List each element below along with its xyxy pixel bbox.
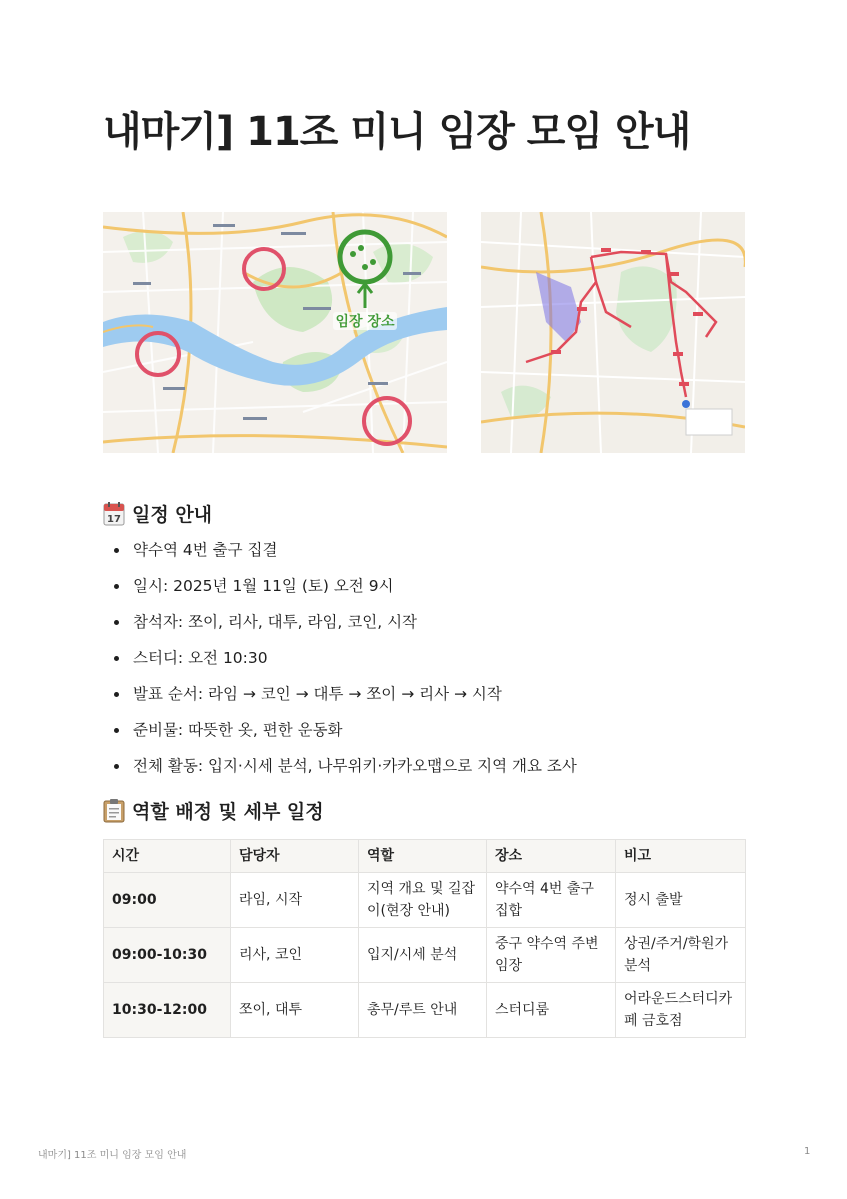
column-header: 담당자 xyxy=(231,840,359,873)
list-item: 전체 활동: 입지·시세 분석, 나무위키·카카오맵으로 지역 개요 조사 xyxy=(110,752,577,788)
table-row xyxy=(104,873,746,928)
page-title: 내마기] 11조 미니 임장 모임 안내 xyxy=(103,109,691,155)
clipboard-icon xyxy=(103,799,125,823)
schedule-list xyxy=(110,536,577,788)
footer-page-number: 1 xyxy=(804,1146,811,1157)
table-cell: 정시 출발 xyxy=(616,873,746,928)
table-cell: 상권/주거/학원가 분석 xyxy=(616,928,746,983)
list-item: 스터디: 오전 10:30 xyxy=(110,644,577,680)
table-row xyxy=(104,928,746,983)
list-item: 참석자: 쪼이, 리사, 대투, 라임, 코인, 시작 xyxy=(110,608,577,644)
column-header: 시간 xyxy=(104,840,231,873)
table-cell: 09:00 xyxy=(104,873,231,928)
table-row xyxy=(104,983,746,1038)
table-cell: 중구 약수역 주변 임장 xyxy=(487,928,616,983)
footer-doc-title: 내마기] 11조 미니 임장 모임 안내 xyxy=(38,1150,187,1161)
table-cell: 총무/루트 안내 xyxy=(359,983,487,1038)
table-cell: 리사, 코인 xyxy=(231,928,359,983)
roles-heading-text: 역할 배정 및 세부 일정 xyxy=(132,801,324,823)
column-header: 역할 xyxy=(359,840,487,873)
overview-map-image xyxy=(103,212,447,453)
table-cell: 라임, 시작 xyxy=(231,873,359,928)
table-cell: 입지/시세 분석 xyxy=(359,928,487,983)
svg-text:17: 17 xyxy=(107,513,121,525)
list-item: 약수역 4번 출구 집결 xyxy=(110,536,577,572)
table-cell: 지역 개요 및 길잡이(현장 안내) xyxy=(359,873,487,928)
table-cell: 어라운드스터디카페 금호점 xyxy=(616,983,746,1038)
list-item: 발표 순서: 라임 → 코인 → 대투 → 쪼이 → 리사 → 시작 xyxy=(110,680,577,716)
list-item: 준비물: 따뜻한 옷, 편한 운동화 xyxy=(110,716,577,752)
schedule-heading-text: 일정 안내 xyxy=(132,504,213,526)
schedule-heading xyxy=(103,500,212,527)
column-header: 비고 xyxy=(616,840,746,873)
roles-heading xyxy=(103,797,324,824)
table-cell: 09:00-10:30 xyxy=(104,928,231,983)
route-map-image xyxy=(481,212,745,453)
table-cell: 쪼이, 대투 xyxy=(231,983,359,1038)
roles-table xyxy=(103,839,746,1038)
table-cell: 스터디룸 xyxy=(487,983,616,1038)
list-item: 일시: 2025년 1월 11일 (토) 오전 9시 xyxy=(110,572,577,608)
table-cell: 10:30-12:00 xyxy=(104,983,231,1038)
calendar-icon xyxy=(103,502,125,526)
column-header: 장소 xyxy=(487,840,616,873)
table-header-row xyxy=(104,840,746,873)
table-cell: 약수역 4번 출구 집합 xyxy=(487,873,616,928)
map-location-label: 임장 장소 xyxy=(335,314,395,330)
